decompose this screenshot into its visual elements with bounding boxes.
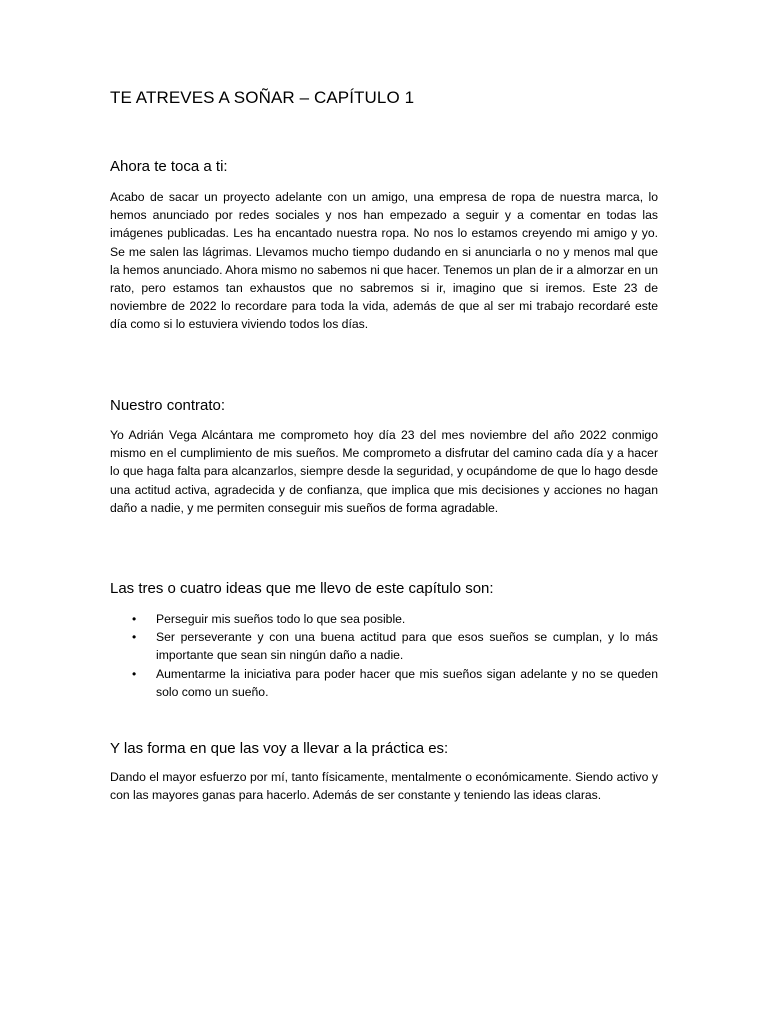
list-item-text: Perseguir mis sueños todo lo que sea posible. [156, 612, 406, 626]
bullet-icon: • [132, 666, 137, 681]
bullet-icon: • [132, 630, 137, 645]
ideas-list [110, 610, 658, 701]
document-title: TE ATREVES A SOÑAR – CAPÍTULO 1 [110, 88, 415, 107]
section-heading-contrato: Nuestro contrato: [110, 397, 226, 414]
section-heading-ideas: Las tres o cuatro ideas que me llevo de este capítulo son: [110, 580, 494, 597]
section-body-contrato: Yo Adrián Vega Alcántara me comprometo hoy día 23 del mes noviembre del año 2022 conmigo mismo en el cumplimiento de mis sueños. Me comprometo a disfrutar del camino cada día y a hacer lo que haga falta para alcanzarlos, siempre desde la seguridad, y ocupándome de que lo hago desde una actitud activa, agradecida y de confianza, que implica que mis decisiones y acciones no hagan daño a nadie, y me permiten conseguir mis sueños de forma agradable. [110, 428, 658, 515]
list-item-text: Aumentarme la iniciativa para poder hacer que mis sueños sigan adelante y no se queden solo como un sueño. [156, 666, 658, 699]
list-item [110, 665, 658, 701]
section-heading-practica: Y las forma en que las voy a llevar a la práctica es: [110, 740, 449, 757]
section-body-ahora: Acabo de sacar un proyecto adelante con un amigo, una empresa de ropa de nuestra marca, lo hemos anunciado por redes sociales y nos han empezado a seguir y a comentar en todas las imágenes publicadas. Les ha encantado nuestra ropa. No nos lo estamos creyendo mi amigo y yo. Se me salen las lágrimas. Llevamos mucho tiempo dudando en si anunciarla o no y menos mal que la hemos anunciado. Ahora mismo no sabemos ni que hacer. Tenemos un plan de ir a almorzar en un rato, pero estamos tan exhaustos que no sabremos si ir, imagino que si iremos. Este 23 de noviembre de 2022 lo recordare para toda la vida, además de que al ser mi trabajo recordaré este día como si lo estuviera viviendo todos los días. [110, 190, 658, 332]
bullet-icon: • [132, 612, 137, 626]
section-body-practica: Dando el mayor esfuerzo por mí, tanto físicamente, mentalmente o económicamente. Siendo activo y con las mayores ganas para hacerlo. Además de ser constante y teniendo las ideas claras. [110, 770, 658, 803]
section-heading-ahora: Ahora te toca a ti: [110, 158, 228, 175]
list-item [110, 628, 658, 664]
list-item-text: Ser perseverante y con una buena actitud para que esos sueños se cumplan, y lo más importante que sean sin ningún daño a nadie. [156, 630, 658, 663]
list-item [110, 610, 658, 628]
